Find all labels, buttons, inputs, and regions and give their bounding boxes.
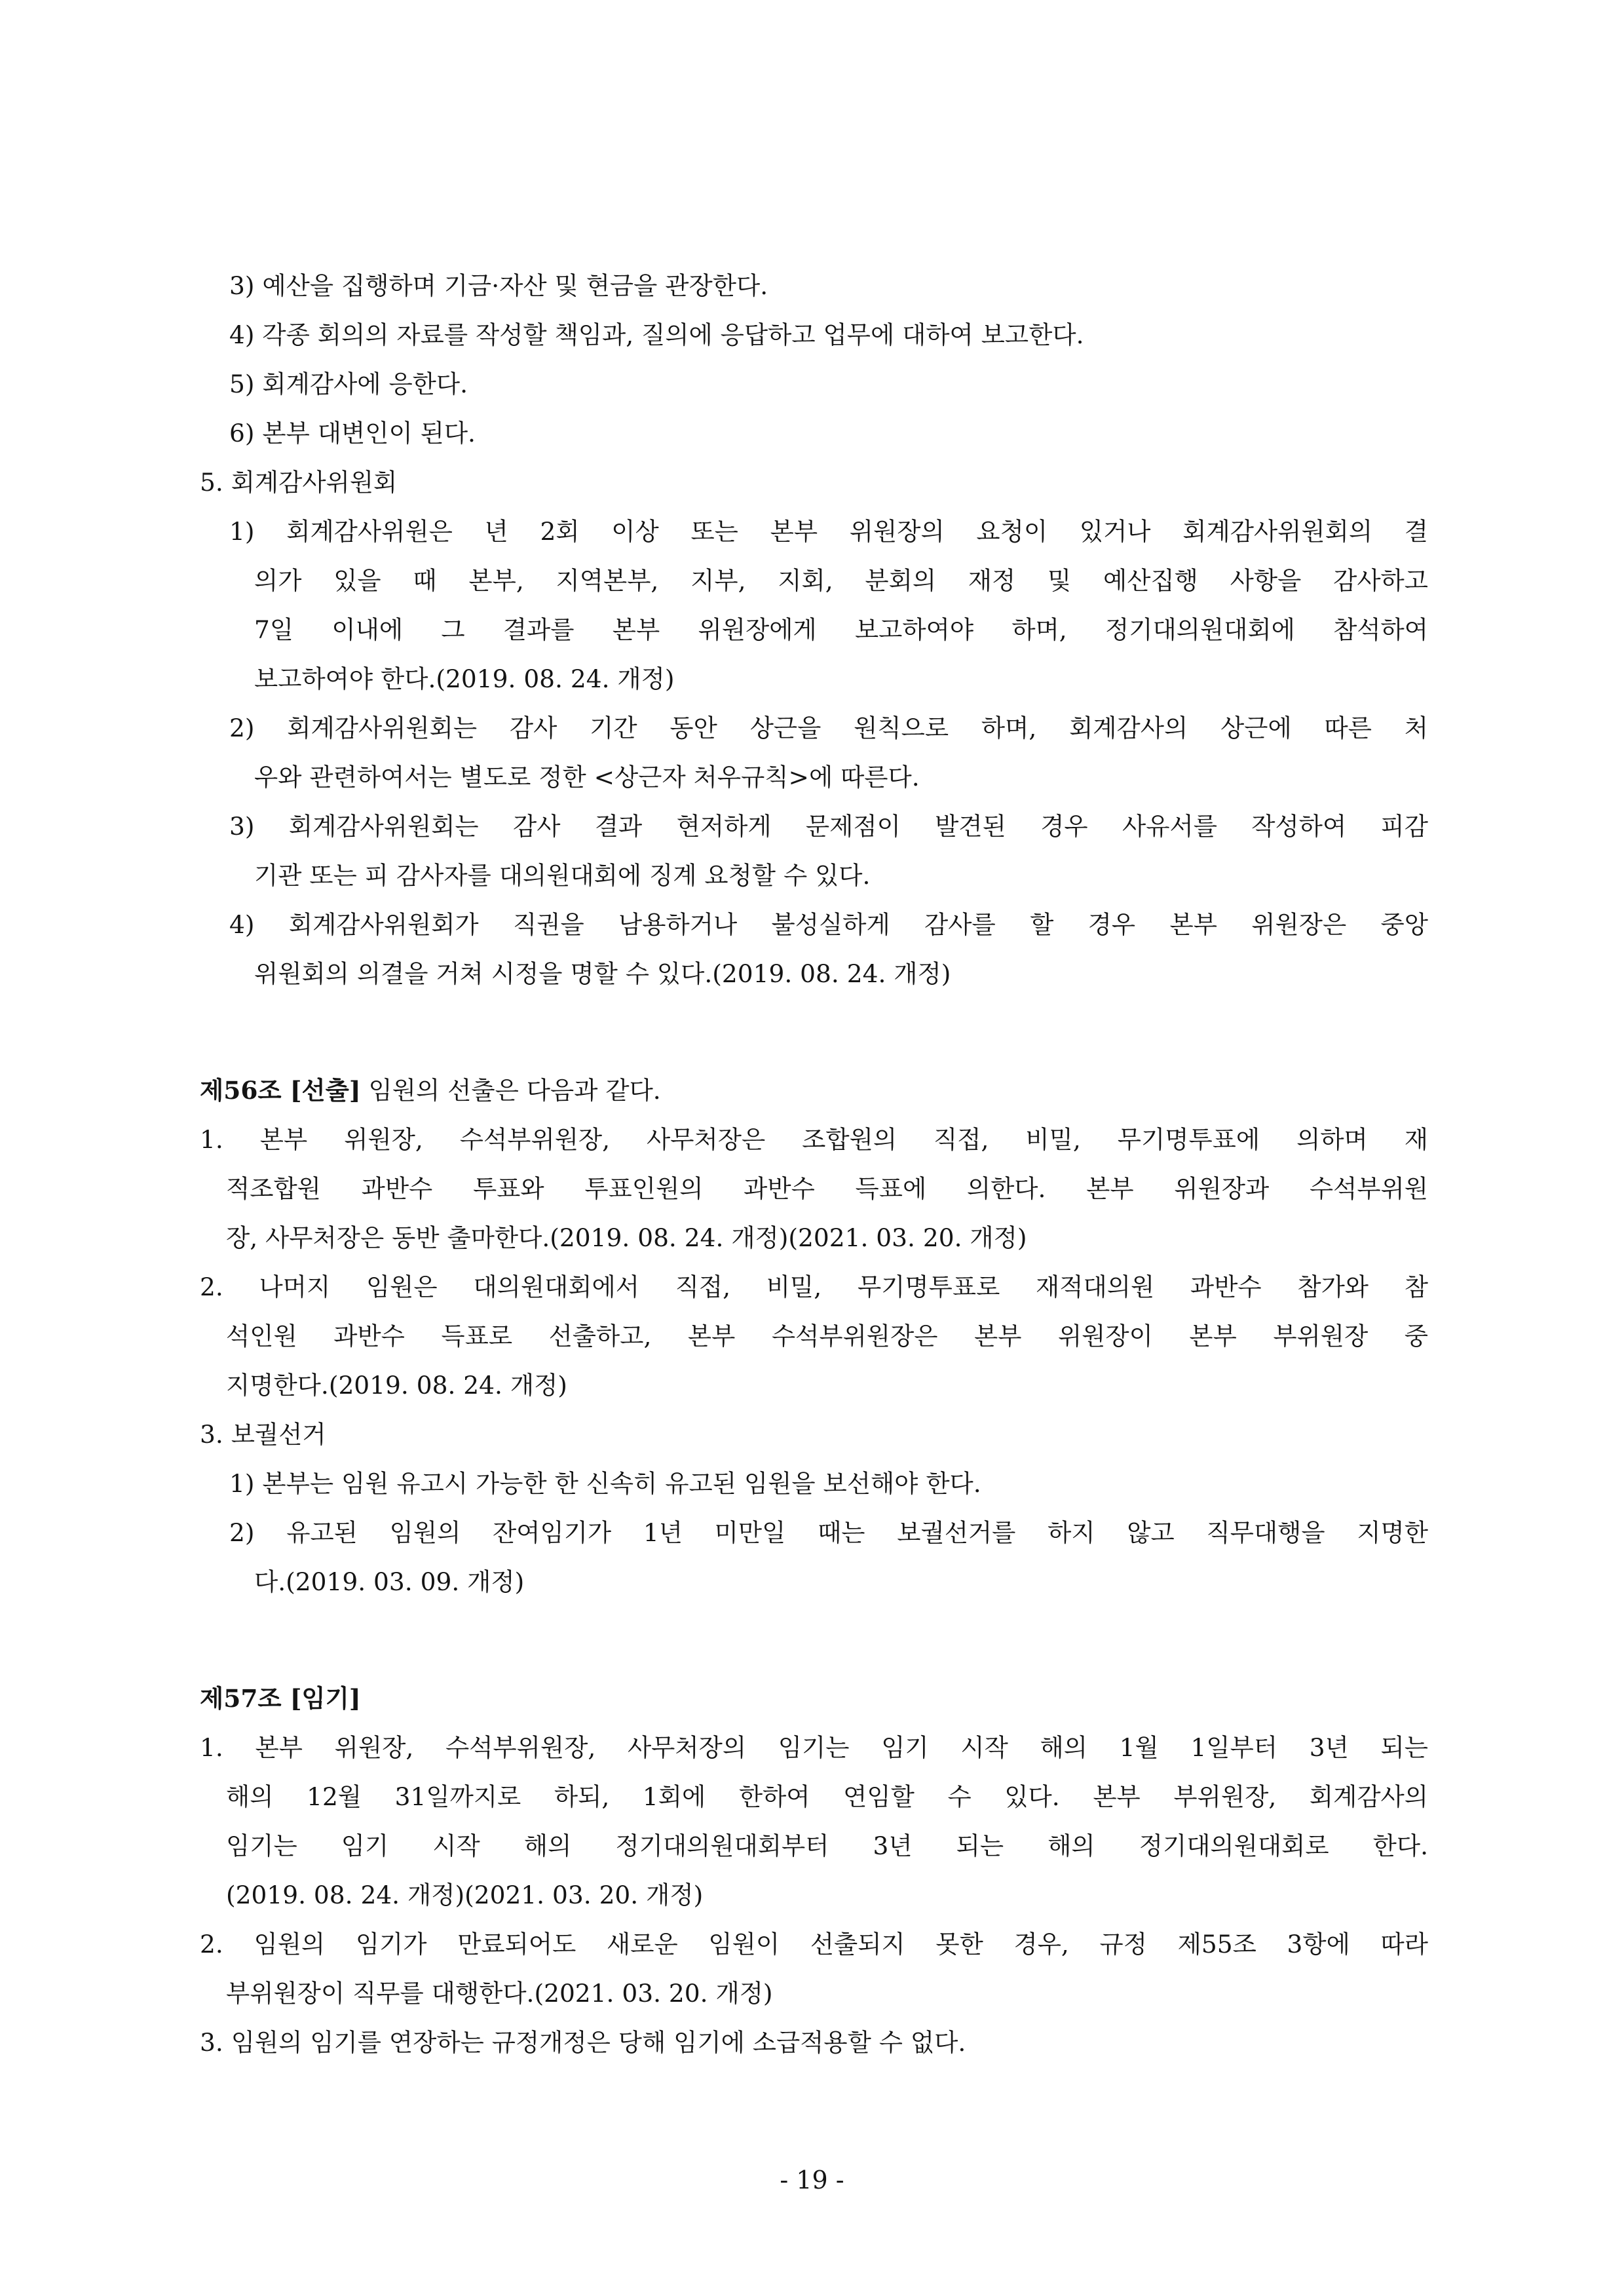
list-item-line: 의가 있을 때 본부, 지역본부, 지부, 지회, 분회의 재정 및 예산집행 사항을 감사하고 [254,566,1428,595]
audit-item-1 [229,507,1428,556]
audit-item-1-cont [254,556,1428,704]
list-item-line: 1) 본부는 임원 유고시 가능한 한 신속히 유고된 임원을 보선해야 한다. [229,1469,981,1498]
article-57-heading [200,1674,1379,1723]
list-item-line: 3. 임원의 임기를 연장하는 규정개정은 당해 임기에 소급적용할 수 없다. [200,2028,966,2057]
article-57-item-1-cont [226,1772,1428,1920]
article-56-item-3 [200,1410,1379,1459]
article-56-item-2-cont [226,1312,1428,1410]
list-item: 3) 예산을 집행하며 기금·자산 및 현금을 관장한다. [229,271,768,300]
audit-item-2-cont [254,753,1428,802]
list-item-line: 부위원장이 직무를 대행한다.(2021. 03. 20. 개정) [226,1979,773,2008]
article-57-item-2 [200,1920,1428,1969]
article-57-item-3 [200,2018,1428,2067]
list-item-line: 기관 또는 피 감사자를 대의원대회에 징계 요청할 수 있다. [254,861,871,890]
article-heading: 제57조 [임기] [200,1684,361,1713]
article-56-item-1-cont [226,1164,1428,1263]
list-item-line: 위원회의 의결을 거쳐 시정을 명할 수 있다.(2019. 08. 24. 개정) [254,959,951,988]
duties-list [229,261,1408,458]
audit-item-2 [229,704,1428,753]
by-election-item-1 [229,1459,1428,1508]
list-item-line: 적조합원 과반수 투표와 투표인원의 과반수 득표에 의한다. 본부 위원장과 수석부위원 [226,1174,1428,1203]
page-number: - 19 - [780,2166,844,2194]
list-item-line: 1. 본부 위원장, 수석부위원장, 사무처장은 조합원의 직접, 비밀, 무기명투표에 의하며 재 [200,1125,1428,1154]
article-intro: 임원의 선출은 다음과 같다. [360,1076,661,1105]
list-item-line: 2. 나머지 임원은 대의원대회에서 직접, 비밀, 무기명투표로 재적대의원 과반수 참가와 참 [200,1272,1428,1301]
list-item-line: 4) 회계감사위원회가 직권을 남용하거나 불성실하게 감사를 할 경우 본부 위원장은 중앙 [229,910,1428,939]
list-item: 5) 회계감사에 응한다. [229,370,468,398]
list-item-line: 1) 회계감사위원은 년 2회 이상 또는 본부 위원장의 요청이 있거나 회계감사위원회의 결 [229,517,1428,546]
article-56-item-1 [200,1115,1428,1164]
list-item-line: 3. 보궐선거 [200,1420,326,1449]
list-item-line: 석인원 과반수 득표로 선출하고, 본부 수석부위원장은 본부 위원장이 본부 부위원장 중 [226,1322,1428,1350]
audit-item-3 [229,802,1428,851]
list-item-line: 2) 유고된 임원의 잔여임기가 1년 미만일 때는 보궐선거를 하지 않고 직무대행을 지명한 [229,1518,1428,1547]
list-item-line: 2. 임원의 임기가 만료되어도 새로운 임원이 선출되지 못한 경우, 규정 제55조 3항에 따라 [200,1930,1428,1959]
section-title: 5. 회계감사위원회 [200,468,398,497]
list-item-line: 2) 회계감사위원회는 감사 기간 동안 상근을 원칙으로 하며, 회계감사의 상근에 따른 처 [229,714,1428,742]
audit-committee-title [200,458,1379,507]
list-item-line: 지명한다.(2019. 08. 24. 개정) [226,1371,567,1400]
article-heading: 제56조 [선출] [200,1076,361,1105]
audit-item-4 [229,900,1428,949]
article-56-item-2 [200,1263,1428,1312]
audit-item-4-cont [254,949,1428,999]
list-item: 4) 각종 회의의 자료를 작성할 책임과, 질의에 응답하고 업무에 대하여 보고한다. [229,320,1084,349]
list-item-line: 7일 이내에 그 결과를 본부 위원장에게 보고하여야 하며, 정기대의원대회에 참석하여 [254,615,1428,644]
audit-item-3-cont [254,851,1428,900]
list-item-line: 임기는 임기 시작 해의 정기대의원대회부터 3년 되는 해의 정기대의원대회로 한다. [226,1831,1428,1860]
list-item-line: 1. 본부 위원장, 수석부위원장, 사무처장의 임기는 임기 시작 해의 1월 1일부터 3년 되는 [200,1733,1428,1762]
by-election-item-2 [229,1508,1428,1558]
list-item-line: (2019. 08. 24. 개정)(2021. 03. 20. 개정) [226,1881,704,1909]
list-item: 6) 본부 대변인이 된다. [229,419,476,448]
article-57-item-2-cont [226,1969,1428,2018]
by-election-item-2-cont [254,1558,1428,1607]
article-56-heading [200,1066,1379,1115]
list-item-line: 우와 관련하여서는 별도로 정한 <상근자 처우규칙>에 따른다. [254,763,920,792]
list-item-line: 장, 사무처장은 동반 출마한다.(2019. 08. 24. 개정)(2021. 03. 20. 개정) [226,1223,1027,1252]
list-item-line: 해의 12월 31일까지로 하되, 1회에 한하여 연임할 수 있다. 본부 부위원장, 회계감사의 [226,1782,1428,1811]
list-item-line: 3) 회계감사위원회는 감사 결과 현저하게 문제점이 발견된 경우 사유서를 작성하여 피감 [229,812,1428,841]
list-item-line: 다.(2019. 03. 09. 개정) [254,1567,525,1596]
list-item-line: 보고하여야 한다.(2019. 08. 24. 개정) [254,664,675,693]
article-57-item-1 [200,1723,1428,1772]
